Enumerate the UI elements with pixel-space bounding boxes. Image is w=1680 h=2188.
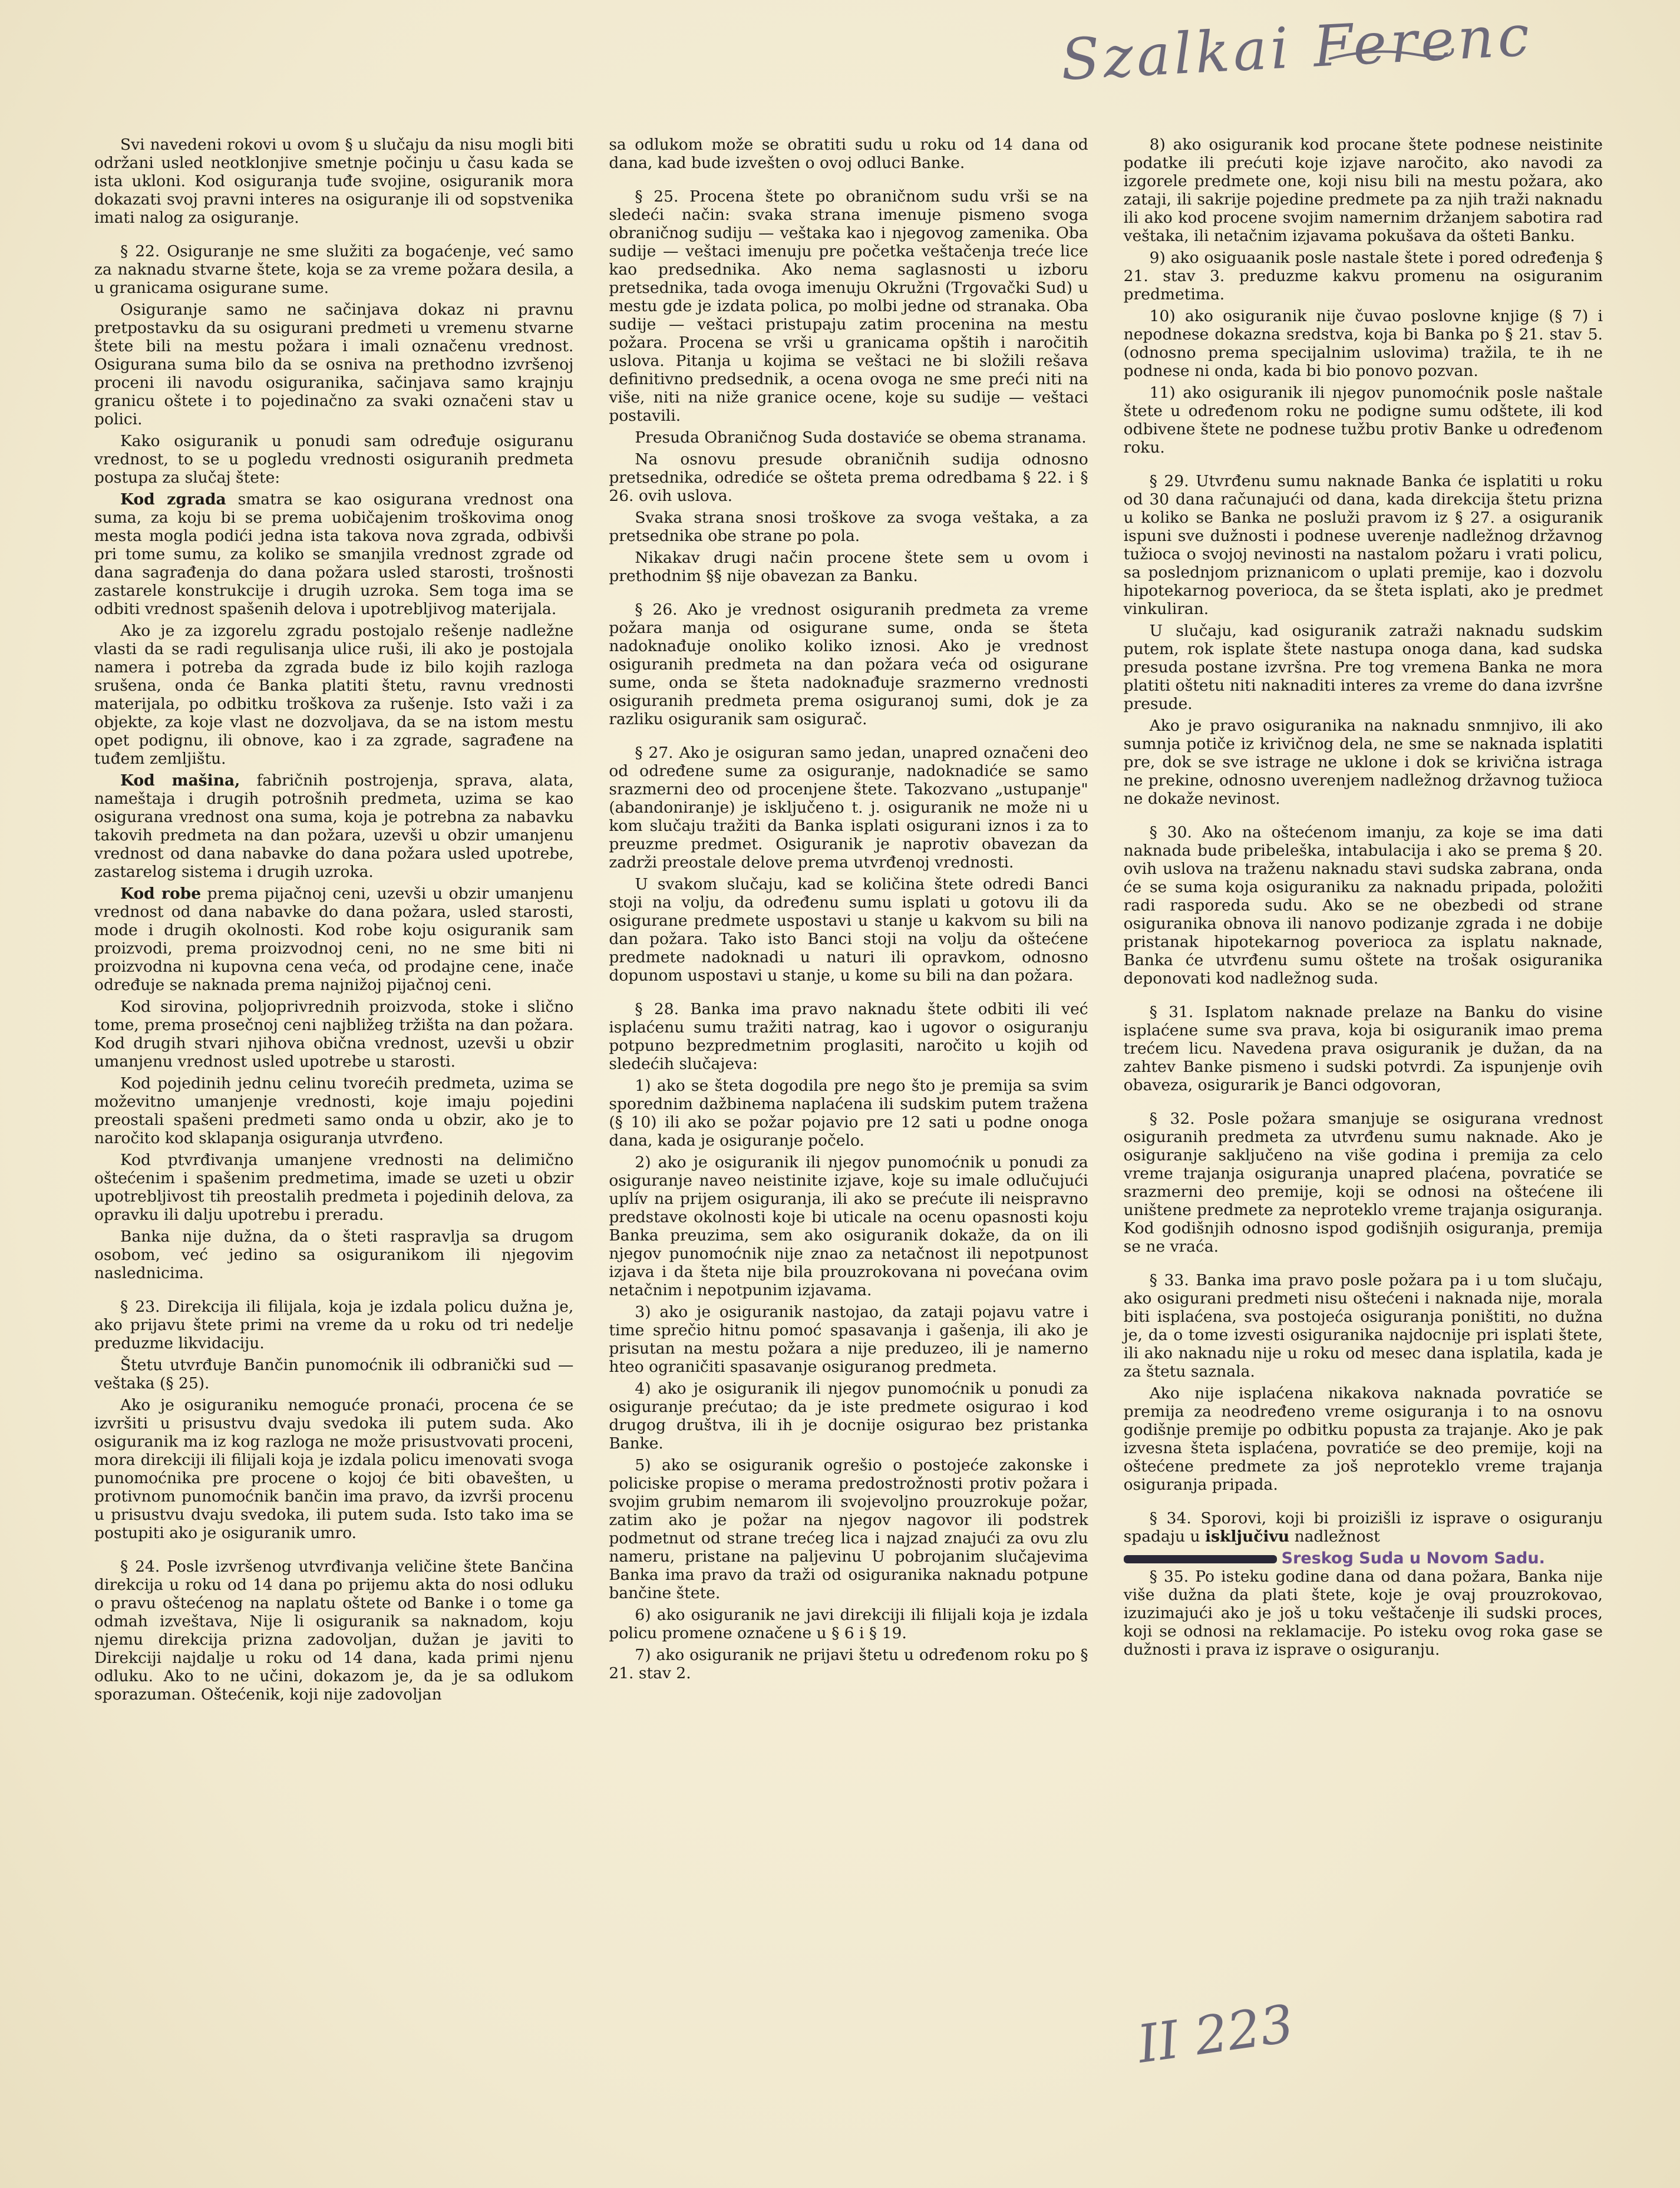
paragraph-text: smatra se kao osigurana vrednost ona suma, za koju bi se prema uobičajenim troškovima onog mesta mogla podići jedna ista takova nova zgrada, odbivši pri tome sumu, za koliko se smanjila vrednost zgrade od dana sagrađenja do dana požara usled starosti, trošnosti zastarele konstrukcije i drugih uzroka. Sem toga ima se odbiti vrednost spašenih delova i upotrebljivog materijala.	[94, 490, 574, 618]
paragraph-text: § 34. Sporovi, koji bi proizišli iz isprave o osiguranju spadaju u	[1123, 1509, 1603, 1546]
paragraph	[609, 1303, 1088, 1376]
paragraph	[1124, 1384, 1603, 1494]
paragraph-text: Presuda Obraničnog Suda dostaviće se obema stranama.	[635, 428, 1087, 447]
paragraph-text: 11) ako osiguranik ili njegov punomoćnik posle naštale štete u određenom roku ne podigne sumu odštete, ili kod odbivene štete ne podnese tužbu protiv Banke u određenom roku.	[1123, 384, 1603, 457]
paragraph	[1124, 1003, 1603, 1094]
paragraph	[609, 1077, 1088, 1150]
paragraph	[1124, 472, 1603, 618]
paragraph-text: Kako osiguranik u ponudi sam određuje osiguranu vrednost, to se u pogledu vrednosti osiguranih predmeta postupa za slučaj štete:	[94, 432, 574, 487]
column-middle	[609, 136, 1088, 1707]
paragraph	[94, 1074, 573, 1147]
paragraph-text: § 35. Po isteku godine dana od dana požara, Banka nije više dužna da plati štete, koje je ovaj prouzrokovao, izuzimajući ako je još u toku veštačenje ili sudski proces, koji se odnosi na reklamacije. Po isteku ovog roka gase se dužnosti i prava iz isprave o osiguranju.	[1123, 1567, 1603, 1659]
paragraph-text: Ako je za izgorelu zgradu postojalo rešenje nadležne vlasti da se radi regulisanja ulice ruši, ili ako je postojala namera i potreba da zgrada bude iz bilo kojih razloga srušena, onda će Banka platiti štetu, ravnu vrednosti materijala, po odbitku troškova za rušenje. Isto važi i za objekte, za koje vlast ne dozvoljava, da se na istom mestu opet podignu, ili obnove, kao i za zgrade, sagrađene na tuđem zemljištu.	[94, 622, 574, 768]
paragraph-text: § 31. Isplatom naknade prelaze na Banku do visine isplaćene sume sva prava, koja bi osiguranik imao prema trećem licu. Navedena prava osiguranik je dužan, da na zahtev Banke pismeno i sudski potvrdi. Za ispunjenje ovih obaveza, osigurarik je Banci odgovoran,	[1123, 1003, 1603, 1094]
paragraph-text: Svaka strana snosi troškove za svoga veštaka, a za pretsednika obe strane po pola.	[609, 509, 1088, 545]
paragraph	[609, 744, 1088, 872]
paragraph-text: § 22. Osiguranje ne sme služiti za bogaćenje, već samo za naknadu stvarne štete, koja se za vreme požara desila, a u granicama osigurane sume.	[94, 242, 574, 297]
paragraph-text: 5) ako se osiguranik ogrešio o postojeće zakonske i policiske propise o merama predostrožnosti protiv požara i svojim grubim nemarom ili svojevoljno prouzrokuje požar, zatim ako je požar na njegov nagovor ili podstrek podmetnut od strane trećeg lica i najzad znajući za ovu zlu nameru, pristane na paljevinu U pobrojanim slučajevima Banka ima pravo da traži od osiguranika naknadu potpune bančine štete.	[609, 1456, 1088, 1602]
paragraph	[609, 875, 1088, 985]
paragraph-text: Kod ptvrđivanja umanjene vrednosti na delimično oštećenim i spašenim predmetima, imade se uzeti u obzir upotrebljivost tih preostalih predmeta i pojedinih delova, za opravku ili dalju upotrebu i preradu.	[94, 1151, 574, 1224]
paragraph-text: U slučaju, kad osiguranik zatraži naknadu sudskim putem, rok isplate štete nastupa onoga dana, kad sudska presuda postane izvršna. Pre tog vremena Banka ne mora platiti oštetu niti naknaditi interes za vreme do dana izvršne presude.	[1123, 622, 1603, 713]
paragraph-text: prema pijačnoj ceni, uzevši u obzir umanjenu vrednost od dana nabavke do dana požara, usled starosti, mode i drugih okolnosti. Kod robe koju osiguranik sam proizvodi, prema proizvodnoj ceni, no ne sme biti ni proizvodna ni kupovna cena veća, od prodajne cene, inače određuje se naknada prema najnižoj pijačnoj ceni.	[94, 885, 574, 994]
paragraph-text: 2) ako je osiguranik ili njegov punomoćnik u ponudi za osiguranje naveo neistinite izjave, koje su imale odlučujući uplív na prijem osiguranja, ili ako se prećute ili neispravno predstave okolnosti koje bi uticale na ocenu opasnosti koju Banka preuzima, sem ako osiguranik dokaže, da on ili njegov punomoćnik nije znao za netačnost ili nepotpunost izjava i da šteta nije bila prouzrokovana ni povećana ovim netačnim i nepotpunim izjavama.	[609, 1153, 1088, 1299]
paragraph	[94, 432, 573, 487]
paragraph-text: § 33. Banka ima pravo posle požara pa i u tom slučaju, ako osigurani predmeti nisu oštećeni i naknada nije, morala biti isplaćena, sva postojeća osiguranja poništiti, no dužna je, da o tome izvesti osiguranika najdocnije pri isplati štete, ili ako naknadu nije u roku od mesec dana isplatila, kada je za štetu saznala.	[1123, 1271, 1603, 1381]
paragraph-lead: Kod zgrada	[120, 490, 226, 509]
paragraph-text: 4) ako je osiguranik ili njegov punomoćnik u ponudi za osiguranje prećutao; da je iste predmete osigurao i kod drugog društva, ili ih je docnije osigurao bez pristanka Banke.	[609, 1380, 1088, 1453]
paragraph-tail: nadležnost	[1289, 1527, 1380, 1546]
paragraph	[609, 1606, 1088, 1642]
paragraph	[609, 1380, 1088, 1453]
paragraph-text: § 27. Ako je osiguran samo jedan, unapred označeni deo od određene sume za osiguranje, nadoknadiće se samo srazmerni deo od procenjene štete. Takozvano „ustupanje" (abandoniranje) je isključeno t. j. osiguranik ne može ni u kom slučaju tražiti da Banka isplati osigurani iznos i za to preuzme predmet. Osiguranik je naprotiv obavezan da zadrži preostale delove prema utvrđenoj vrednosti.	[609, 744, 1088, 872]
paragraph-text: 10) ako osiguranik nije čuvao poslovne knjige (§ 7) i nepodnese dokazna sredstva, koja bi Banka po § 21. stav 5. (odnosno prema specijalnim uslovima) tražila, te ih ne podnese ni onda, kada bi bio ponovo pozvan.	[1123, 307, 1603, 380]
paragraph	[1124, 307, 1603, 380]
paragraph	[609, 1153, 1088, 1299]
paragraph-lead: Kod robe	[120, 885, 202, 903]
paragraph	[1124, 136, 1603, 245]
paragraph-text: Nikakav drugi način procene štete sem u ovom i prethodnim §§ nije obavezan za Banku.	[609, 549, 1088, 585]
paragraph	[94, 136, 573, 227]
paragraph-text: Na osnovu presude obraničnih sudija odnosno pretsednika, odrediće se ošteta prema odredbama § 22. i § 26. ovih uslova.	[609, 450, 1088, 505]
paragraph	[609, 1646, 1088, 1682]
paragraph	[1124, 1110, 1603, 1256]
paragraph	[94, 1298, 573, 1352]
paragraph	[94, 242, 573, 297]
paragraph	[1124, 1271, 1603, 1381]
stamp-text: Sreskog Suda u Novom Sadu.	[1281, 1549, 1545, 1567]
paragraph	[94, 1151, 573, 1224]
paragraph	[94, 1227, 573, 1282]
paragraph-text: Svi navedeni rokovi u ovom § u slučaju da nisu mogli biti održani usled neotklonjive smetnje počinju u času kada se ista ukloni. Kod osiguranja tuđe svojine, osiguranik mora dokazati svoj pravni interes na osiguranje ili od sopstvenika imati nalog za osiguranje.	[94, 136, 574, 227]
handwritten-signature: Szalkai Ferenc	[1059, 2, 1534, 93]
paragraph	[94, 1396, 573, 1542]
paragraph	[609, 509, 1088, 545]
paragraph	[609, 450, 1088, 505]
paragraph-text: Osiguranje samo ne sačinjava dokaz ni pravnu pretpostavku da su osigurani predmeti u vremenu stvarne štete bili na mestu požara i imali označenu vrednost. Osigurana suma bilo da se osniva na prethodno izvršenoj proceni ili navodu osiguranika, sačinjava samo krajnju granicu oštete i to pojedinačno za svaki označeni stav u polici.	[94, 301, 574, 428]
paragraph	[1124, 384, 1603, 457]
paragraph	[94, 490, 573, 618]
paragraph	[94, 301, 573, 428]
paragraph	[609, 1000, 1088, 1073]
paragraph-text: Kod pojedinih jednu celinu tvorećih predmeta, uzima se moževitno umanjenje vrednosti, koje imaju pojedini preostali spašeni predmeti samo onda u obzir, ako je to naročito kod sklapanja osiguranja utvrđeno.	[94, 1074, 574, 1147]
paragraph-text: § 25. Procena štete po obraničnom sudu vrši se na sledeći način: svaka strana imenuje pismeno svoga obraničnog sudiju — veštaka kao i njegovog zamenika. Oba sudije — veštaci imenuju pre početka veštačenja treće lice kao predsednika. Ako nema saglasnosti u izboru pretsednika, tada ovoga imenuju Okružni (Trgovački Sud) u mestu gde je izdata polica, po molbi jedne od stranaka. Oba sudije — veštaci pristupaju zatim procenina na mestu požara. Procena se vrši u granicama opštih i naročitih uslova. Pitanja u kojima se veštaci ne bi složili rešava definitivno predsednik, a ocena ovoga ne sme preći niti na više, niti na niže granice ocene, koje su sudije — veštaci postavili.	[609, 187, 1088, 425]
paragraph-text: Ako nije isplaćena nikakova naknada povratiće se premija za neodređeno vreme osiguranja i to na osnovu godišnje premije po odbitku popusta za trajanje. Ako je pak izvesna šteta isplaćena, povratiće se deo premije, koji na oštećene predmete za još neproteklo vreme trajanja osiguranja pripada.	[1123, 1384, 1603, 1494]
paragraph	[609, 136, 1088, 172]
signature-underline	[1326, 41, 1455, 65]
paragraph	[1124, 249, 1603, 303]
paragraph-text: § 26. Ako je vrednost osiguranih predmeta za vreme požara manja od osigurane sume, onda se šteta nadoknađuje onoliko koliko iznosi. Ako je vrednost osiguranih predmeta na dan požara veća od osigurane sume, onda se šteta nadoknađuje srazmerno vrednosti osiguranih predmeta prema osiguranoj sumi, dok je za razliku osiguranik sam osigurač.	[609, 600, 1088, 728]
paragraph-text: 1) ako se šteta dogodila pre nego što je premija sa svim sporednim dažbinema naplaćena ili sudskim putem tražena (§ 10) ili ako se požar pojavio pre 12 sati u podne onoga dana, kada je osiguranje počelo.	[609, 1077, 1088, 1150]
paragraph-text: § 24. Posle izvršenog utvrđivanja veličine štete Bančina direkcija u roku od 14 dana po prijemu akta do nosi odluku o pravu oštećenog na naplatu oštete od Banke i o tome ga odmah izveštava, Nije li osiguranik sa naknadom, koju njemu direkcija prizna zadovoljan, dužan je javiti to Direkciji najdalje u roku od 14 dana, kada primi njenu odluku. Ako to ne učini, dokazom je, da je sa odlukom sporazuman. Oštećenik, koji nije zadovoljan	[94, 1557, 574, 1704]
emphasis-text: isključivu	[1205, 1527, 1290, 1546]
paragraph-text: fabričnih postrojenja, sprava, alata, nameštaja i drugih potrošnih predmeta, uzima se kao osigurana vrednost ona suma, koja je potrebna za nabavku takovih predmeta na dan požara, uzevši u obzir umanjenu vrednost od dana nabavke do dana požara usled upotrebe, zastarelog sistema i drugih uzroka.	[94, 771, 574, 881]
paragraph-text: Štetu utvrđuje Bančin punomoćnik ili odbranički sud — veštaka (§ 25).	[94, 1356, 574, 1392]
paragraph	[94, 622, 573, 768]
paragraph	[1124, 1509, 1603, 1546]
paragraph	[1124, 622, 1603, 713]
paragraph	[609, 549, 1088, 585]
paragraph	[94, 771, 573, 881]
paragraph	[94, 885, 573, 994]
paragraph	[94, 1557, 573, 1704]
paragraph-text: § 28. Banka ima pravo naknadu štete odbiti ili već isplaćenu sumu tražiti natrag, kao i ugovor o osiguranju potpuno bezpredmetnim proglasiti, naročito u kojih od sledećih slučajeva:	[609, 1000, 1088, 1073]
paragraph	[609, 428, 1088, 447]
paragraph-text: 3) ako je osiguranik nastojao, da zataji pojavu vatre i time sprečio hitnu pomoć spasavanja i gašenja, ili ako je prisutan na mestu požara a nije preduzeo, ili je namerno hteo ograničiti spasavanje osiguranog predmeta.	[609, 1303, 1088, 1376]
paragraph-text: U svakom slučaju, kad se količina štete odredi Banci stoji na volju, da određenu sumu isplati u gotovu ili da osigurane predmete uspostavi u stanje u kakvom su bili na dan požara. Tako isto Banci stoji na volju da oštećene predmete nadoknadi u naturi ili opravkom, odnosno dopunom uspostavi u stanje, u kome su bili na dan požara.	[609, 875, 1088, 985]
text-columns	[94, 136, 1603, 1707]
paragraph-text: 6) ako osiguranik ne javi direkciji ili filijali koja je izdala policu promene označene u § 6 i § 19.	[609, 1606, 1088, 1642]
paragraph-text: sa odlukom može se obratiti sudu u roku od 14 dana od dana, kad bude izvešten o ovoj odluci Banke.	[609, 136, 1088, 172]
paragraph-text: § 30. Ako na oštećenom imanju, za koje se ima dati naknada bude pribeleška, intabulacija i ako se prema § 20. ovih uslova na traženu naknadu stavi sudska zabrana, onda će se suma koja osiguraniku za naknadu pripada, položiti radi rasporeda sudu. Ako se ne obezbedi od strane osiguranika obnova ili nanovo podizanje zgrada i ne dobije pristanak hipotekarnog poverioca za isplatu naknade, Banka će utvrđenu sumu oštete na trošak osiguranika deponovati kod nadležnog suda.	[1123, 823, 1603, 988]
paragraph	[1124, 823, 1603, 988]
paragraph-text: Banka nije dužna, da o šteti raspravlja sa drugom osobom, već jedino sa osiguranikom ili njegovim naslednicima.	[94, 1227, 574, 1282]
paragraph-text: § 32. Posle požara smanjuje se osigurana vrednost osiguranih predmeta za utvrđenu sumu naknade. Ako je osiguranje saključeno na više godina i premija za celo vreme trajanja osiguranja unapred plaćena, povratiće se srazmerni deo premije, koji se odnosi na oštećene ili uništene predmete za neproteklo vreme trajanja osiguranja. Kod godišnjih odnosno ispod godišnjih osiguranja, premija se ne vraća.	[1123, 1110, 1603, 1256]
paragraph	[94, 998, 573, 1071]
paragraph	[1124, 1567, 1603, 1659]
archive-number: II 223	[1134, 1993, 1298, 2075]
paragraph	[609, 600, 1088, 728]
paragraph-text: § 23. Direkcija ili filijala, koja je izdala policu dužna je, ako prijavu štete primi na vreme da u roku od tri nedelje preduzme likvidaciju.	[94, 1298, 574, 1352]
paragraph	[1124, 717, 1603, 808]
paragraph-lead: Kod mašina,	[120, 771, 240, 790]
paragraph-text: 8) ako osiguranik kod procane štete podnese neistinite podatke ili prećuti koje izjave naročito, ako navodi za izgorele predmete one, koji nisu bili na mestu požara, ako zataji, ili sakrije pojedine predmete pa za njih traži naknadu ili ako kod procene svojim namernim držanjem sabotira rad veštaka, ili netačnim izjavama pokušava da ošteti Banku.	[1123, 136, 1603, 245]
paragraph-text: § 29. Utvrđenu sumu naknade Banka će isplatiti u roku od 30 dana računajući od dana, kada direkcija štetu prizna u koliko se Banka ne posluži pravom iz § 27. a osiguranik ispuni sve dužnosti i podnese uverenje nadležnog državnog tužioca o svojoj nevinosti na nastalom požaru i vrati policu, sa poslednjom priznanicom o uplati premije, kao i dozvolu hipotekarnog poverioca, da se šteta isplati, ako je predmet vinkuliran.	[1123, 472, 1603, 618]
column-right	[1124, 136, 1603, 1707]
redaction-strike	[1124, 1555, 1277, 1563]
paragraph-text: Kod sirovina, poljoprivrednih proizvoda, stoke i slično tome, prema prosečnoj ceni najbližeg tržišta na dan požara. Kod drugih stvari njihova obična vrednost, uzevši u obzir umanjenu vrednost usled upotrebe u starosti.	[94, 998, 574, 1071]
court-stamp	[1124, 1549, 1603, 1567]
paragraph-text: Ako je osiguraniku nemoguće pronaći, procena će se izvršiti u prisustvu dvaju svedoka ili putem suda. Ako osiguranik ma iz kog razloga ne može prisustvovati proceni, mora direkciji ili filijali koja je izdala policu imenovati svoga punomoćnika pre procene o kojoj će biti obavešten, u protivnom punomoćnik bančin ima pravo, da izvrši procenu u prisustvu dvaju svedoka, ili putem suda. Isto tako ima se postupiti ako je osiguranik umro.	[94, 1396, 574, 1542]
paragraph-text: Ako je pravo osiguranika na naknadu snmnjivo, ili ako sumnja potiče iz krivičnog dela, ne sme se naknada isplatiti pre, dok se sve istrage ne uklone i dok se krivična istraga ne prekine, odnosno uverenjem nadležnog državnog tužioca ne dokaže nevinost.	[1123, 717, 1603, 808]
paragraph-text: 9) ako osiguaanik posle nastale štete i pored određenja § 21. stav 3. preduzme kakvu promenu na osiguranim predmetima.	[1123, 249, 1603, 303]
paragraph	[94, 1356, 573, 1392]
column-left	[94, 136, 573, 1707]
paragraph-text: 7) ako osiguranik ne prijavi štetu u određenom roku po § 21. stav 2.	[609, 1646, 1088, 1682]
paragraph	[609, 1456, 1088, 1602]
paragraph	[609, 187, 1088, 425]
